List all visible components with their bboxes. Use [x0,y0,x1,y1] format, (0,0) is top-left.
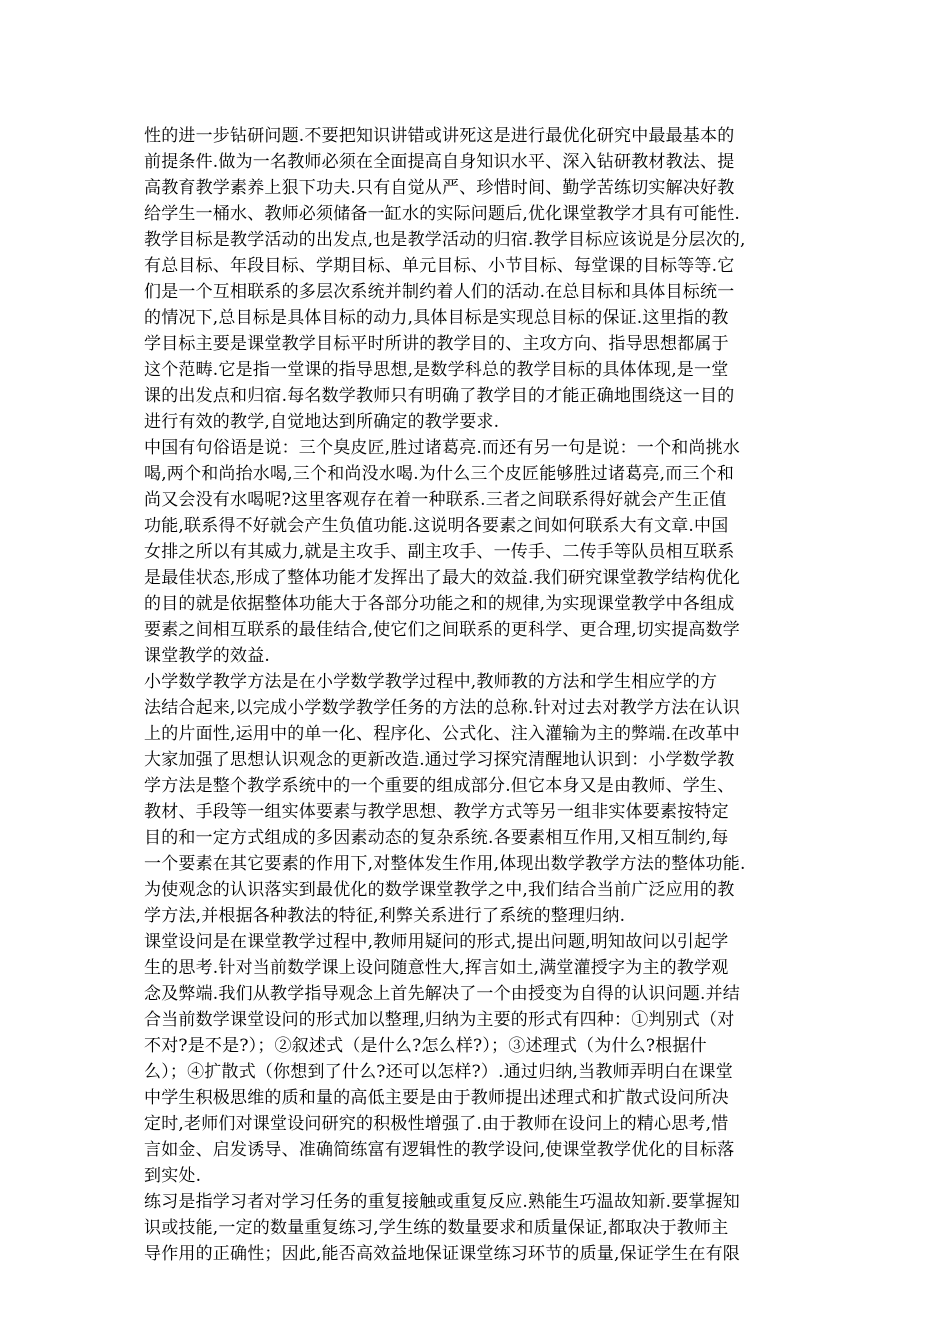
text-line: 性的进一步钻研问题.不要把知识讲错或讲死这是进行最优化研究中最最基本的 [144,126,735,146]
text-line: 练习是指学习者对学习任务的重复接触或重复反应.熟能生巧温故知新.要掌握知 [144,1192,741,1212]
text-line: 们是一个互相联系的多层次系统并制约着人们的活动.在总目标和具体目标统一 [144,282,735,302]
text-line: 功能,联系得不好就会产生负值功能.这说明各要素之间如何联系大有文章.中国 [144,516,729,536]
text-line: 要素之间相互联系的最佳结合,使它们之间联系的更科学、更合理,切实提高数学 [144,620,741,640]
text-line: 教材、手段等一组实体要素与教学思想、教学方式等另一组非实体要素按特定 [144,802,729,822]
text-line: 目的和一定方式组成的多因素动态的复杂系统.各要素相互作用,又相互制约,每 [144,828,729,848]
text-line: 中学生积极思维的质和量的高低主要是由于教师提出述理式和扩散式设问所决 [144,1088,729,1108]
text-line: 识或技能,一定的数量重复练习,学生练的数量要求和质量保证,都取决于教师主 [144,1218,729,1238]
text-line: 给学生一桶水、教师必须储备一缸水的实际问题后,优化课堂教学才具有可能性. [144,204,741,224]
text-line: 的情况下,总目标是具体目标的动力,具体目标是实现总目标的保证.这里指的教 [144,308,729,328]
text-line: 不对?是不是?）；②叙述式（是什么?怎么样?）；③述理式（为什么?根据什 [144,1036,707,1056]
text-line: 高教育教学素养上狠下功夫.只有自觉从严、珍惜时间、勤学苦练切实解决好教 [144,178,735,198]
text-line: 言如金、启发诱导、准确简练富有逻辑性的教学设问,使课堂教学优化的目标落 [144,1140,735,1160]
text-line: 学方法是整个教学系统中的一个重要的组成部分.但它本身又是由教师、学生、 [144,776,735,796]
text-line: 为使观念的认识落实到最优化的数学课堂教学之中,我们结合当前广泛应用的教 [144,880,735,900]
text-line: 教学目标是教学活动的出发点,也是教学活动的归宿.教学目标应该说是分层次的, [144,230,746,250]
text-line: 女排之所以有其威力,就是主攻手、副主攻手、一传手、二传手等队员相互联系 [144,542,735,562]
text-line: 一个要素在其它要素的作用下,对整体发生作用,体现出数学教学方法的整体功能. [144,854,746,874]
body-text [144,123,812,1293]
text-line: 定时,老师们对课堂设问研究的积极性增强了.由于教师在设问上的精心思考,惜 [144,1114,729,1134]
text-line [144,1267,812,1293]
text-line: 是最佳状态,形成了整体功能才发挥出了最大的效益.我们研究课堂教学结构优化 [144,568,741,588]
text-line: 这个范畴.它是指一堂课的指导思想,是数学科总的教学目标的具体体现,是一堂 [144,360,729,380]
text-line: 到实处. [144,1166,202,1186]
text-line: 尚又会没有水喝呢?这里客观存在着一种联系.三者之间联系得好就会产生正值 [144,490,727,510]
text-line: 课堂教学的效益. [144,646,271,666]
text-line: 学目标主要是课堂教学目标平时所讲的教学目的、主攻方向、指导思想都属于 [144,334,729,354]
text-line: 生的思考.针对当前数学课上设问随意性大,挥言如土,满堂灌授字为主的教学观 [144,958,729,978]
text-line: 导作用的正确性；因此,能否高效益地保证课堂练习环节的质量,保证学生在有限 [144,1244,741,1264]
text-line: 前提条件.做为一名教师必须在全面提高自身知识水平、深入钻研教材教法、提 [144,152,735,172]
text-line: 念及弊端.我们从教学指导观念上首先解决了一个由授变为自得的认识问题.并结 [144,984,741,1004]
text-line: 学方法,并根据各种教法的特征,利弊关系进行了系统的整理归纳. [144,906,626,926]
text-line: 小学数学教学方法是在小学数学教学过程中,教师教的方法和学生相应学的方 [144,672,718,692]
text-line: 合当前数学课堂设问的形式加以整理,归纳为主要的形式有四种：①判别式（对 [144,1010,735,1030]
text-line: 么）；④扩散式（你想到了什么?还可以怎样?）.通过归纳,当教师弄明白在课堂 [144,1062,733,1082]
text-line: 法结合起来,以完成小学数学教学任务的方法的总称.针对过去对教学方法在认识 [144,698,741,718]
text-line: 大家加强了思想认识观念的更新改造.通过学习探究清醒地认识到：小学数学教 [144,750,735,770]
text-line: 喝,两个和尚抬水喝,三个和尚没水喝.为什么三个皮匠能够胜过诸葛亮,而三个和 [144,464,735,484]
text-line: 上的片面性,运用中的单一化、程序化、公式化、注入灌输为主的弊端.在改革中 [144,724,741,744]
text-line: 的目的就是依据整体功能大于各部分功能之和的规律,为实现课堂教学中各组成 [144,594,735,614]
text-line: 课的出发点和归宿.每名数学教师只有明确了教学目的才能正确地围绕这一目的 [144,386,735,406]
text-line: 课堂设问是在课堂教学过程中,教师用疑问的形式,提出问题,明知故问以引起学 [144,932,729,952]
text-line: 中国有句俗语是说：三个臭皮匠,胜过诸葛亮.而还有另一句是说：一个和尚挑水 [144,438,741,458]
text-line: 进行有效的教学,自觉地达到所确定的教学要求. [144,412,500,432]
text-line: 有总目标、年段目标、学期目标、单元目标、小节目标、每堂课的目标等等.它 [144,256,735,276]
